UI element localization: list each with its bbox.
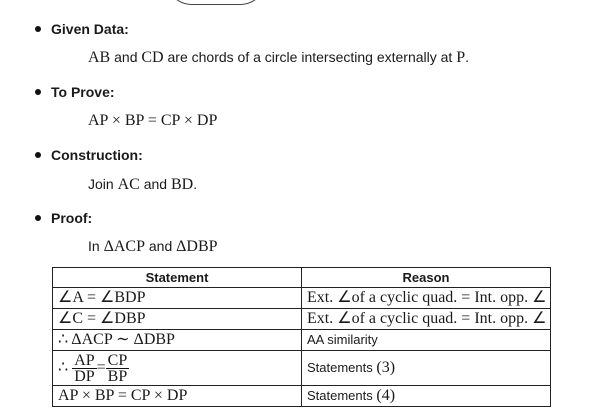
section-heading: To Prove: [51, 84, 115, 100]
table-row [53, 386, 551, 407]
table-row [53, 309, 551, 330]
table-header-row [53, 268, 551, 288]
reason-cell: Ext. ∠of a cyclic quad. = Int. opp. ∠ [302, 309, 551, 330]
reason-cell: Ext. ∠of a cyclic quad. = Int. opp. ∠ [302, 288, 551, 309]
statement-cell: ∴ ΔACP ∼ ΔDBP [53, 330, 302, 351]
column-header-statement: Statement [53, 268, 302, 288]
section-heading: Construction: [51, 147, 143, 163]
statement-cell: AP × BP = CP × DP [53, 386, 302, 407]
fraction: $\frac{AP}{DP}$ [74, 351, 95, 385]
reason-cell: Statements (4) [302, 386, 551, 407]
section-heading: Proof: [51, 210, 93, 226]
fraction: $\frac{CP}{BP}$ [107, 351, 128, 385]
reason-cell: AA similarity [302, 330, 551, 351]
statement-cell: ∠A = ∠BDP [53, 288, 302, 309]
section-body: AP × BP = CP × DP [88, 112, 218, 129]
statement-cell: ∠C = ∠DBP [53, 309, 302, 330]
section-body: AB and CD are chords of a circle intersecting externally at P. [88, 49, 469, 66]
table-row [53, 351, 551, 386]
reason-cell: Statements (3) [302, 351, 551, 386]
section-heading: Given Data: [51, 21, 129, 37]
bullet [35, 89, 41, 95]
circle-arc-fragment [165, 0, 267, 5]
section-body: In ΔACP and ΔDBP [88, 238, 218, 255]
bullet [35, 152, 41, 158]
table-row [53, 288, 551, 309]
proof-table [52, 267, 551, 407]
bullet [35, 215, 41, 221]
bullet [35, 26, 41, 32]
statement-cell: ∴ $\frac{AP}{DP}$ = $\frac{CP}{BP}$ [53, 351, 302, 386]
table-row [53, 330, 551, 351]
section-body: Join AC and BD. [88, 176, 198, 193]
column-header-reason: Reason [302, 268, 551, 288]
